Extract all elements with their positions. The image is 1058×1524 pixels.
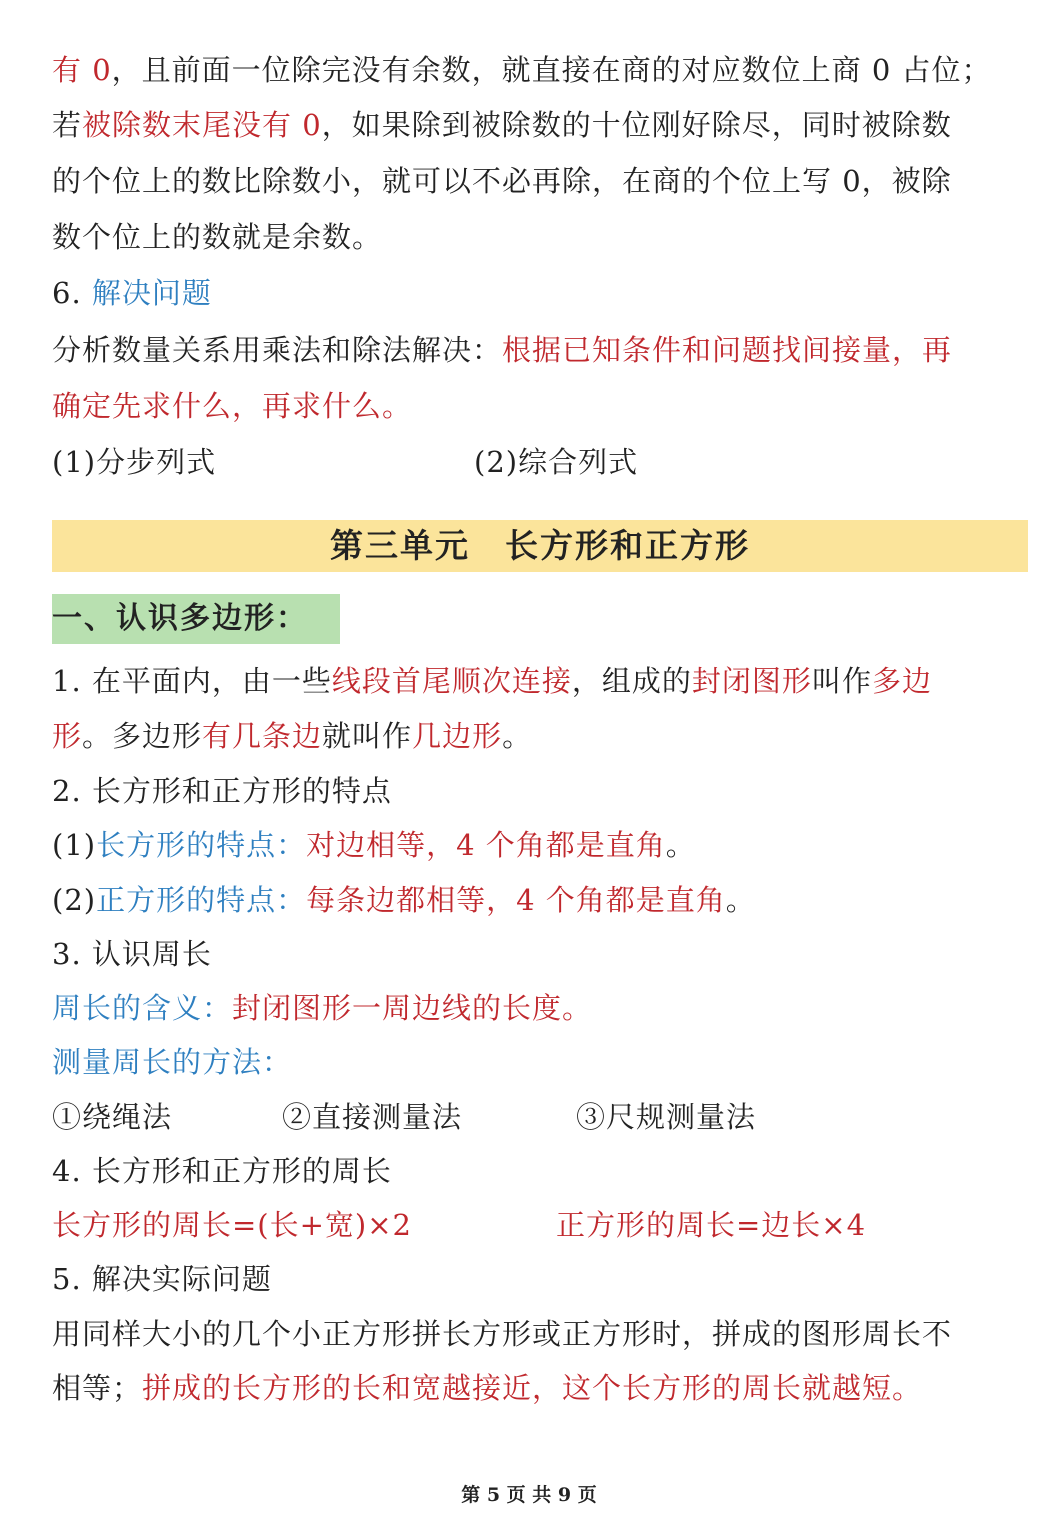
method-3: ③尺规测量法 bbox=[576, 1100, 757, 1134]
body-text: 就叫作 bbox=[322, 719, 413, 753]
highlight-text: 线段首尾顺次连接 bbox=[331, 664, 572, 698]
sub-heading: 长方形的特点： bbox=[96, 828, 307, 862]
highlight-text: 对边相等，4 个角都是直角 bbox=[306, 828, 666, 862]
body-text: 叫作 bbox=[811, 664, 872, 698]
sub-number: (1) bbox=[52, 828, 97, 862]
unit-title-bar bbox=[52, 520, 1028, 572]
highlight-text: 有 0 bbox=[52, 53, 112, 87]
body-text: 分析数量关系用乘法和除法解决： bbox=[52, 333, 503, 367]
body-text: ，如果除到被除数的十位刚好除尽，同时被除数 bbox=[321, 108, 952, 142]
point1-line-1 bbox=[52, 661, 932, 701]
highlight-text: 几边形 bbox=[412, 719, 503, 753]
highlight-text: 根据已知条件和问题找间接量，再 bbox=[502, 333, 953, 367]
highlight-text: 封闭图形 bbox=[691, 664, 812, 698]
perimeter-meaning bbox=[52, 988, 592, 1028]
point3-heading: 3. 认识周长 bbox=[52, 937, 212, 971]
body-text: 若 bbox=[52, 108, 83, 142]
body-text: 。 bbox=[725, 883, 756, 917]
body-text: 1. 在平面内，由一些 bbox=[52, 664, 332, 698]
point4-heading: 4. 长方形和正方形的周长 bbox=[52, 1154, 392, 1188]
point5-line-2 bbox=[52, 1368, 922, 1408]
body-text: 。 bbox=[502, 719, 533, 753]
intro-line-4: 数个位上的数就是余数。 bbox=[52, 220, 383, 254]
body-text: 。多边形 bbox=[82, 719, 203, 753]
highlight-text: 形 bbox=[52, 719, 83, 753]
point5-heading: 5. 解决实际问题 bbox=[52, 1262, 272, 1296]
highlight-text: 每条边都相等，4 个角都是直角 bbox=[306, 883, 726, 917]
point2-heading: 2. 长方形和正方形的特点 bbox=[52, 774, 392, 808]
section-title: 一、认识多边形： bbox=[52, 601, 308, 636]
intro-line-2 bbox=[52, 105, 952, 145]
body-text: ，组成的 bbox=[571, 664, 692, 698]
rectangle-perimeter-formula: 长方形的周长=(长+宽)×2 bbox=[52, 1208, 412, 1242]
point2-square bbox=[52, 880, 756, 920]
item6-option-2: (2)综合列式 bbox=[474, 445, 639, 479]
body-text: 。 bbox=[665, 828, 696, 862]
body-text: 相等； bbox=[52, 1371, 143, 1405]
point2-rectangle bbox=[52, 825, 696, 865]
item6-option-1: (1)分步列式 bbox=[52, 445, 217, 479]
item6-line-1 bbox=[52, 330, 952, 370]
perimeter-method-heading: 测量周长的方法： bbox=[52, 1045, 293, 1079]
highlight-text: 封闭图形一周边线的长度。 bbox=[232, 991, 593, 1025]
item-heading-text: 解决问题 bbox=[91, 276, 212, 310]
highlight-text: 被除数末尾没有 0 bbox=[82, 108, 322, 142]
item6-heading bbox=[52, 273, 212, 313]
highlight-text: 有几条边 bbox=[202, 719, 323, 753]
method-2: ②直接测量法 bbox=[282, 1100, 463, 1134]
highlight-text: 多边 bbox=[871, 664, 932, 698]
unit-title: 第三单元 长方形和正方形 bbox=[330, 526, 750, 565]
item-number: 6. bbox=[52, 276, 82, 310]
intro-line-3: 的个位上的数比除数小，就可以不必再除，在商的个位上写 0，被除 bbox=[52, 164, 952, 198]
intro-line-1 bbox=[52, 50, 992, 90]
body-text: ，且前面一位除完没有余数，就直接在商的对应数位上商 0 占位； bbox=[111, 53, 992, 87]
page-number: 第 5 页 共 9 页 bbox=[461, 1484, 597, 1506]
sub-number: (2) bbox=[52, 883, 97, 917]
sub-heading: 周长的含义： bbox=[52, 991, 233, 1025]
sub-heading: 正方形的特点： bbox=[96, 883, 307, 917]
method-1: ①绕绳法 bbox=[52, 1100, 173, 1134]
item6-line-2: 确定先求什么，再求什么。 bbox=[52, 389, 413, 423]
point1-line-2 bbox=[52, 716, 532, 756]
section-title-bar bbox=[52, 594, 340, 644]
square-perimeter-formula: 正方形的周长=边长×4 bbox=[556, 1208, 867, 1242]
highlight-text: 拼成的长方形的长和宽越接近，这个长方形的周长就越短。 bbox=[142, 1371, 923, 1405]
point5-line-1: 用同样大小的几个小正方形拼长方形或正方形时，拼成的图形周长不 bbox=[52, 1317, 953, 1351]
